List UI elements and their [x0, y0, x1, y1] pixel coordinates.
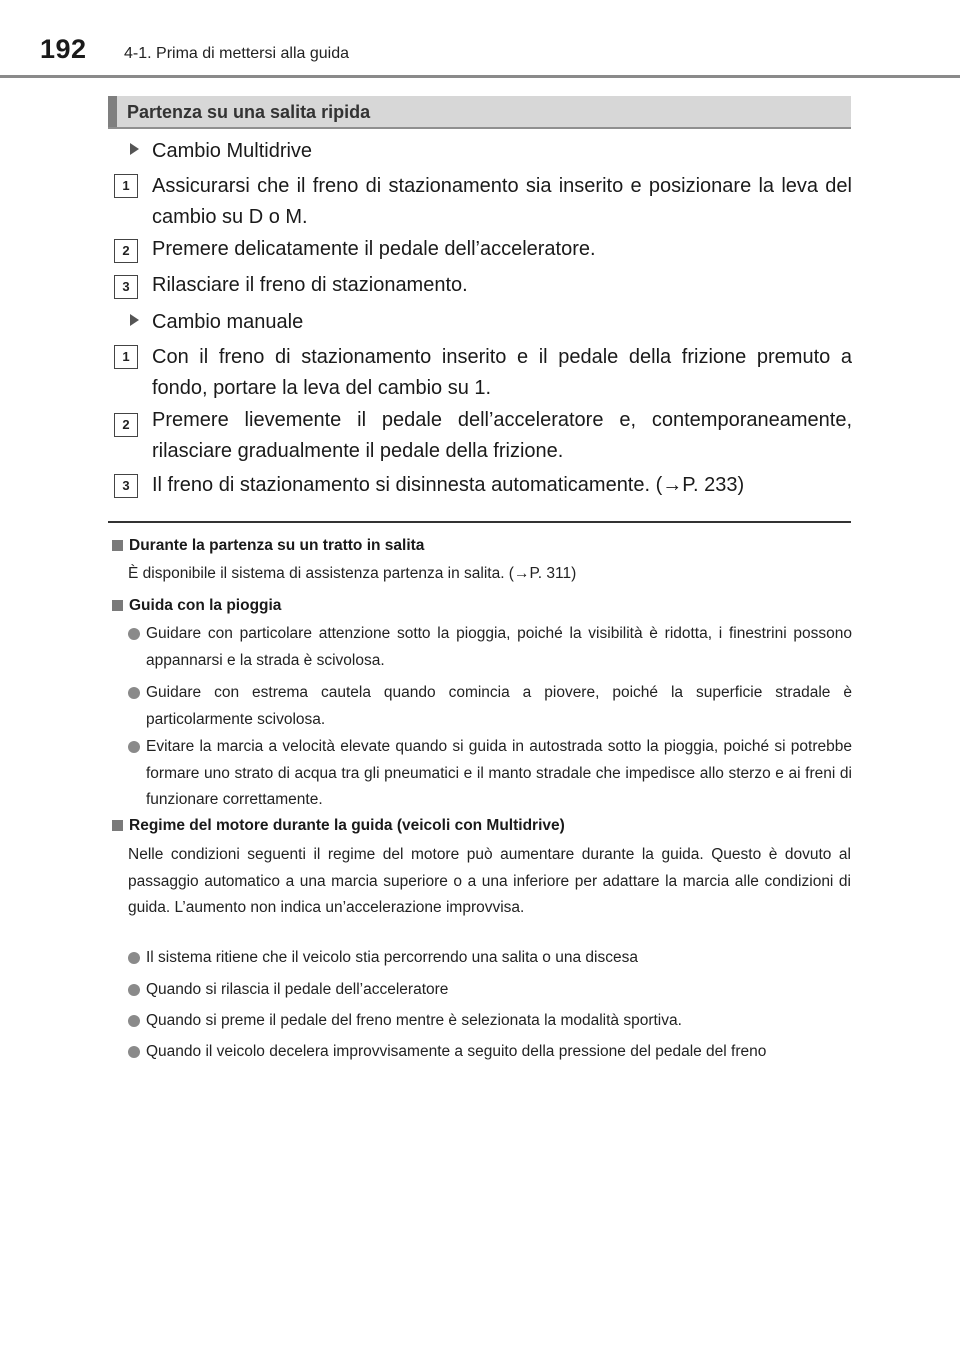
header-rule [0, 75, 960, 78]
step-number-badge: 2 [114, 239, 138, 263]
multidrive-heading-label: Cambio Multidrive [152, 140, 313, 162]
step-text: Premere delicatamente il pedale dell’acceleratore. [152, 238, 596, 260]
round-bullet-icon [128, 1046, 140, 1058]
manual-heading [130, 312, 303, 332]
step-number-badge: 3 [114, 474, 138, 498]
round-bullet-icon [128, 687, 140, 699]
bullet-text: Evitare la marcia a velocità elevate quando si guida in autostrada sotto la pioggia, poiché si potrebbe formare uno strato di acqua tra gli pneumatici e il manto stradale che impedisce allo sterzo e ai freni di funzionare correttamente. [146, 738, 852, 808]
multidrive-heading [130, 141, 312, 161]
triangle-bullet-icon [130, 314, 139, 326]
bullet-text: Quando si preme il pedale del freno mentre è selezionata la modalità sportiva. [146, 1012, 682, 1029]
bullet-text: Il sistema ritiene che il veicolo stia percorrendo una salita o una discesa [146, 949, 638, 966]
bullet-text: Quando si rilascia il pedale dell’acceleratore [146, 981, 449, 998]
round-bullet-icon [128, 984, 140, 996]
note-heading [112, 598, 281, 614]
round-bullet-icon [128, 1015, 140, 1027]
step-number-badge: 1 [114, 174, 138, 198]
page-number: 192 [40, 34, 87, 64]
triangle-bullet-icon [130, 143, 139, 155]
note-heading [112, 538, 424, 554]
round-bullet-icon [128, 628, 140, 640]
section-divider [108, 521, 851, 523]
square-bullet-icon [112, 540, 123, 551]
section-bar-accent [108, 96, 117, 127]
page-header [0, 0, 960, 80]
section-title: Partenza su una salita ripida [127, 102, 371, 122]
step-text: Rilasciare il freno di stazionamento. [152, 274, 468, 296]
step-text: Con il freno di stazionamento inserito e il pedale della frizione premuto a fondo, portare la leva del cambio su 1. [152, 346, 852, 399]
step-text: Il freno di stazionamento si disinnesta automaticamente. (→P. 233) [152, 474, 745, 496]
round-bullet-icon [128, 952, 140, 964]
note-text: È disponibile il sistema di assistenza partenza in salita. (→P. 311) [128, 565, 577, 582]
step-text: Premere lievemente il pedale dell’acceleratore e, contemporaneamente, rilasciare gradualmente il pedale della frizione. [152, 409, 852, 462]
step-number-badge: 3 [114, 275, 138, 299]
square-bullet-icon [112, 600, 123, 611]
note-heading-label: Guida con la pioggia [129, 597, 282, 614]
note-heading-label: Durante la partenza su un tratto in salita [129, 537, 425, 554]
note-heading [112, 818, 565, 834]
square-bullet-icon [112, 820, 123, 831]
step-number-badge: 1 [114, 345, 138, 369]
bullet-text: Quando il veicolo decelera improvvisamente a seguito della pressione del pedale del freno [146, 1043, 767, 1060]
round-bullet-icon [128, 741, 140, 753]
step-text: Assicurarsi che il freno di stazionamento sia inserito e posizionare la leva del cambio su D o M. [152, 175, 852, 228]
bullet-text: Guidare con estrema cautela quando comincia a piovere, poiché la superficie stradale è particolarmente scivolosa. [146, 684, 852, 728]
section-title-bar [108, 96, 851, 129]
bullet-text: Guidare con particolare attenzione sotto la pioggia, poiché la visibilità è ridotta, i finestrini possono appannarsi e la strada è scivolosa. [146, 625, 852, 669]
note-heading-label: Regime del motore durante la guida (veicoli con Multidrive) [129, 817, 565, 834]
note-text: Nelle condizioni seguenti il regime del motore può aumentare durante la guida. Questo è dovuto al passaggio automatico a una marcia superiore o a una inferiore per adattare la marcia alle condizioni di guida. L’aumento non indica un’accelerazione improvvisa. [128, 846, 851, 916]
manual-heading-label: Cambio manuale [152, 311, 304, 333]
step-number-badge: 2 [114, 413, 138, 437]
chapter-title: 4-1. Prima di mettersi alla guida [124, 45, 349, 62]
